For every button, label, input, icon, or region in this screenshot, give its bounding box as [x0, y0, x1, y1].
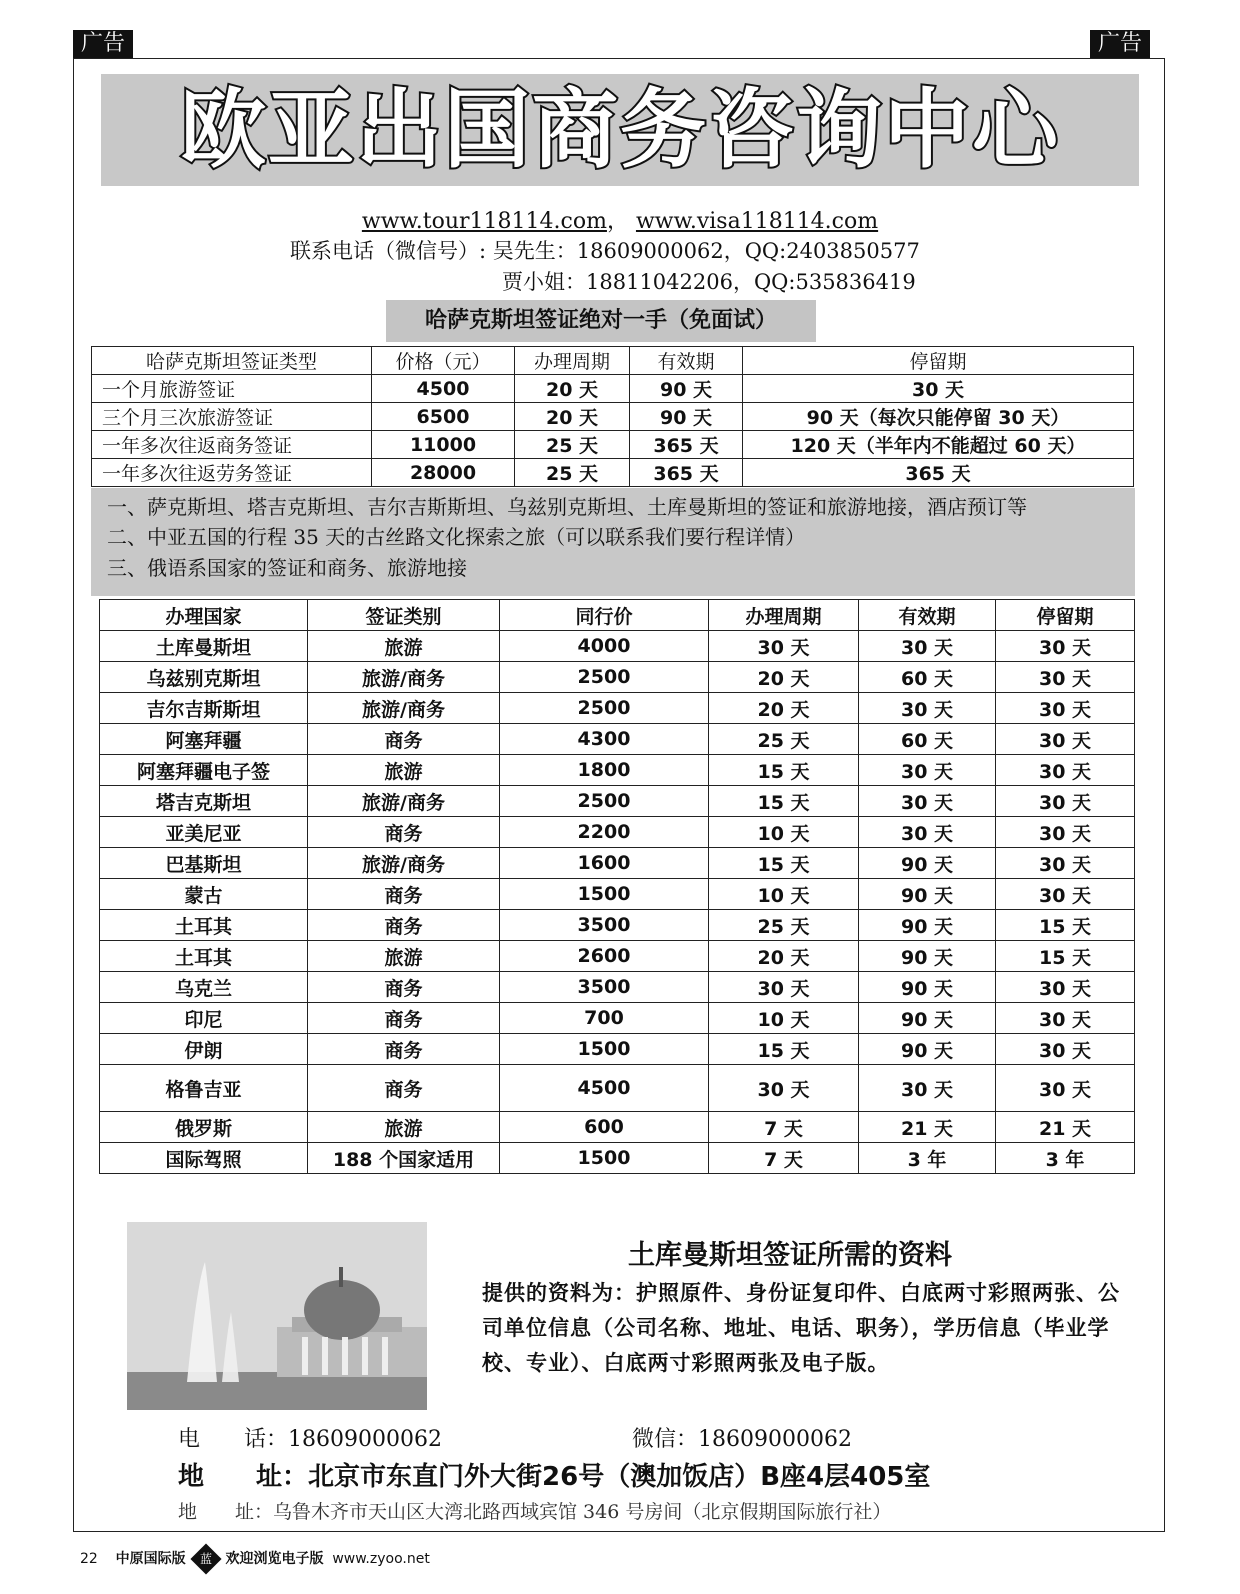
table-row: [100, 631, 1135, 662]
tel-value: 18609000062: [288, 1427, 442, 1452]
kz-cell: 120 天（半年内不能超过 60 天）: [743, 431, 1134, 459]
main-cell: 4000: [500, 631, 709, 662]
table-row: [92, 375, 1134, 403]
main-cell: 土耳其: [100, 941, 308, 972]
kz-cell: 365 天: [630, 459, 743, 487]
main-cell: 30 天: [709, 631, 859, 662]
kz-cell: 20 天: [515, 403, 630, 431]
page-number: 22: [80, 1551, 98, 1567]
main-cell: 格鲁吉亚: [100, 1065, 308, 1112]
kz-cell: 365 天: [743, 459, 1134, 487]
table-row: [100, 941, 1135, 972]
main-cell: 90 天: [859, 1034, 996, 1065]
main-cell: 3500: [500, 910, 709, 941]
main-cell: 30 天: [709, 972, 859, 1003]
main-cell: 30 天: [859, 786, 996, 817]
main-cell: 90 天: [859, 1003, 996, 1034]
main-cell: 30 天: [996, 1034, 1135, 1065]
main-cell: 2600: [500, 941, 709, 972]
main-cell: 25 天: [709, 724, 859, 755]
kz-cell: 一个月旅游签证: [92, 375, 372, 403]
address-line: [178, 1456, 930, 1493]
main-cell: 4300: [500, 724, 709, 755]
main-cell: 30 天: [996, 972, 1135, 1003]
main-cell: 30 天: [859, 817, 996, 848]
footer-site-link[interactable]: www.zyoo.net: [332, 1551, 430, 1567]
logo-diamond-icon: [190, 1543, 221, 1574]
main-cell: 30 天: [859, 755, 996, 786]
main-cell: 30 天: [859, 1065, 996, 1112]
url-tour[interactable]: www.tour118114.com: [361, 209, 607, 234]
main-cell: 巴基斯坦: [100, 848, 308, 879]
requirements-body: 提供的资料为：护照原件、身份证复印件、白底两寸彩照两张、公司单位信息（公司名称、地址、电话、职务），学历信息（毕业学校、专业）、白底两寸彩照两张及电子版。: [482, 1281, 1120, 1375]
main-cell: 30 天: [996, 662, 1135, 693]
main-cell: 30 天: [996, 786, 1135, 817]
note-item: 一、萨克斯坦、塔吉克斯坦、吉尔吉斯斯坦、乌兹别克斯坦、土库曼斯坦的签证和旅游地接，酒店预订等: [107, 495, 1027, 519]
url-visa[interactable]: www.visa118114.com: [635, 209, 879, 234]
main-cell: 印尼: [100, 1003, 308, 1034]
main-cell: 旅游: [308, 941, 500, 972]
title-banner: [101, 74, 1139, 186]
contact-line-1: 联系电话（微信号）: 吴先生：18609000062，QQ:2403850577: [290, 239, 920, 263]
main-cell: 30 天: [859, 631, 996, 662]
kz-header: 哈萨克斯坦签证类型: [92, 347, 372, 375]
kz-cell: 90 天（每次只能停留 30 天）: [743, 403, 1134, 431]
contact-line-2: 贾小姐：18811042206，QQ:535836419: [502, 270, 916, 294]
url-sep: ，: [606, 209, 629, 234]
main-cell: 旅游/商务: [308, 848, 500, 879]
main-cell: 30 天: [859, 693, 996, 724]
main-cell: 7 天: [709, 1112, 859, 1143]
note-item: 二、中亚五国的行程 35 天的古丝路文化探索之旅（可以联系我们要行程详情）: [107, 525, 806, 549]
main-cell: 旅游/商务: [308, 693, 500, 724]
note-item: 三、俄语系国家的签证和商务、旅游地接: [107, 556, 467, 580]
website-links: [0, 204, 1240, 235]
table-row: [100, 724, 1135, 755]
main-cell: 25 天: [709, 910, 859, 941]
main-cell: 商务: [308, 1003, 500, 1034]
address-value: 北京市东直门外大街26号（澳加饭店）B座4层405室: [308, 1462, 931, 1492]
main-cell: 700: [500, 1003, 709, 1034]
page-footer: [80, 1548, 430, 1570]
main-cell: 90 天: [859, 910, 996, 941]
palace-fountain-image: [127, 1222, 427, 1410]
main-cell: 15 天: [709, 1034, 859, 1065]
main-cell: 3500: [500, 972, 709, 1003]
kazakhstan-table: [91, 346, 1134, 487]
main-cell: 1500: [500, 1034, 709, 1065]
main-header: 签证类别: [308, 600, 500, 631]
table-row: [100, 848, 1135, 879]
main-cell: 俄罗斯: [100, 1112, 308, 1143]
main-cell: 90 天: [859, 879, 996, 910]
main-cell: 2500: [500, 786, 709, 817]
main-cell: 20 天: [709, 662, 859, 693]
main-cell: 商务: [308, 817, 500, 848]
kz-header-row: [92, 347, 1134, 375]
table-row: [92, 431, 1134, 459]
main-cell: 商务: [308, 972, 500, 1003]
main-cell: 1800: [500, 755, 709, 786]
wechat-value: 18609000062: [698, 1427, 852, 1452]
table-row: [100, 786, 1135, 817]
main-cell: 7 天: [709, 1143, 859, 1174]
main-cell: 乌克兰: [100, 972, 308, 1003]
main-cell: 21 天: [996, 1112, 1135, 1143]
main-cell: 90 天: [859, 972, 996, 1003]
table-row: [100, 972, 1135, 1003]
footer-slogan: 欢迎浏览电子版: [225, 1551, 324, 1567]
main-cell: 1500: [500, 879, 709, 910]
kz-cell: 三个月三次旅游签证: [92, 403, 372, 431]
main-cell: 吉尔吉斯斯坦: [100, 693, 308, 724]
main-cell: 30 天: [996, 724, 1135, 755]
main-cell: 亚美尼亚: [100, 817, 308, 848]
table-row: [100, 662, 1135, 693]
main-header: 停留期: [996, 600, 1135, 631]
main-cell: 阿塞拜疆: [100, 724, 308, 755]
main-cell: 60 天: [859, 724, 996, 755]
main-cell: 20 天: [709, 693, 859, 724]
wechat-line: [632, 1422, 852, 1453]
wechat-label: 微信：: [632, 1427, 699, 1452]
logo-char: 蓝: [199, 1551, 212, 1566]
main-cell: 30 天: [996, 693, 1135, 724]
main-cell: 188 个国家适用: [308, 1143, 500, 1174]
table-row: [100, 1034, 1135, 1065]
table-row: [100, 817, 1135, 848]
ad-tag-right: 广告: [1090, 30, 1150, 58]
kz-cell: 25 天: [515, 459, 630, 487]
main-cell: 15 天: [709, 786, 859, 817]
address-label: 地 址：: [178, 1462, 309, 1492]
main-cell: 30 天: [709, 1065, 859, 1112]
building-photo: [127, 1222, 427, 1410]
main-cell: 3 年: [996, 1143, 1135, 1174]
main-cell: 旅游: [308, 631, 500, 662]
kazakhstan-heading: 哈萨克斯坦签证绝对一手（免面试）: [386, 300, 816, 342]
kz-header: 价格（元）: [372, 347, 515, 375]
main-cell: 土库曼斯坦: [100, 631, 308, 662]
main-cell: 21 天: [859, 1112, 996, 1143]
main-cell: 30 天: [996, 755, 1135, 786]
main-cell: 塔吉克斯坦: [100, 786, 308, 817]
kz-cell: 20 天: [515, 375, 630, 403]
main-cell: 4500: [500, 1065, 709, 1112]
banner-title: 欧亚出国商务咨询中心: [180, 80, 1060, 180]
main-cell: 乌兹别克斯坦: [100, 662, 308, 693]
tel-line: [178, 1422, 442, 1453]
requirements-title: 土库曼斯坦签证所需的资料: [628, 1240, 952, 1271]
main-cell: 30 天: [996, 1003, 1135, 1034]
main-header: 办理国家: [100, 600, 308, 631]
kz-header: 有效期: [630, 347, 743, 375]
main-header-row: [100, 600, 1135, 631]
main-cell: 15 天: [709, 848, 859, 879]
address2-label: 地 址：: [178, 1501, 274, 1523]
main-cell: 30 天: [996, 1065, 1135, 1112]
table-row: [100, 1065, 1135, 1112]
main-cell: 10 天: [709, 1003, 859, 1034]
kz-cell: 一年多次往返劳务签证: [92, 459, 372, 487]
main-cell: 2500: [500, 662, 709, 693]
main-cell: 30 天: [996, 817, 1135, 848]
main-cell: 商务: [308, 1034, 500, 1065]
main-cell: 阿塞拜疆电子签: [100, 755, 308, 786]
table-row: [92, 459, 1134, 487]
main-cell: 2500: [500, 693, 709, 724]
table-row: [100, 1003, 1135, 1034]
main-cell: 90 天: [859, 848, 996, 879]
main-cell: 商务: [308, 724, 500, 755]
main-cell: 15 天: [996, 910, 1135, 941]
main-cell: 10 天: [709, 879, 859, 910]
kz-cell: 30 天: [743, 375, 1134, 403]
kz-cell: 90 天: [630, 403, 743, 431]
table-row: [100, 693, 1135, 724]
main-cell: 2200: [500, 817, 709, 848]
table-row: [100, 879, 1135, 910]
kz-cell: 4500: [372, 375, 515, 403]
main-cell: 30 天: [996, 879, 1135, 910]
table-row: [100, 1112, 1135, 1143]
kz-cell: 28000: [372, 459, 515, 487]
main-cell: 伊朗: [100, 1034, 308, 1065]
service-notes: [91, 488, 1135, 596]
tel-label: 电 话：: [178, 1427, 289, 1452]
main-cell: 30 天: [996, 631, 1135, 662]
main-cell: 商务: [308, 910, 500, 941]
main-cell: 旅游/商务: [308, 786, 500, 817]
main-cell: 旅游: [308, 755, 500, 786]
main-cell: 土耳其: [100, 910, 308, 941]
main-cell: 60 天: [859, 662, 996, 693]
main-cell: 旅游/商务: [308, 662, 500, 693]
main-cell: 15 天: [996, 941, 1135, 972]
main-cell: 商务: [308, 879, 500, 910]
main-cell: 20 天: [709, 941, 859, 972]
main-cell: 3 年: [859, 1143, 996, 1174]
publication-name: 中原国际版: [115, 1551, 186, 1567]
main-header: 办理周期: [709, 600, 859, 631]
kz-header: 停留期: [743, 347, 1134, 375]
table-row: [92, 403, 1134, 431]
main-cell: 1500: [500, 1143, 709, 1174]
main-cell: 蒙古: [100, 879, 308, 910]
main-cell: 15 天: [709, 755, 859, 786]
main-cell: 30 天: [996, 848, 1135, 879]
kz-cell: 90 天: [630, 375, 743, 403]
table-row: [100, 755, 1135, 786]
main-cell: 旅游: [308, 1112, 500, 1143]
address2-value: 乌鲁木齐市天山区大湾北路西域宾馆 346 号房间（北京假期国际旅行社）: [273, 1501, 892, 1523]
main-header: 有效期: [859, 600, 996, 631]
main-cell: 10 天: [709, 817, 859, 848]
main-cell: 600: [500, 1112, 709, 1143]
kz-header: 办理周期: [515, 347, 630, 375]
kz-cell: 11000: [372, 431, 515, 459]
main-cell: 商务: [308, 1065, 500, 1112]
kz-cell: 6500: [372, 403, 515, 431]
main-cell: 1600: [500, 848, 709, 879]
kz-cell: 一年多次往返商务签证: [92, 431, 372, 459]
kz-cell: 25 天: [515, 431, 630, 459]
ad-tag-left: 广告: [73, 30, 133, 58]
address2-line: [178, 1497, 891, 1524]
kz-cell: 365 天: [630, 431, 743, 459]
table-row: [100, 1143, 1135, 1174]
main-header: 同行价: [500, 600, 709, 631]
table-row: [100, 910, 1135, 941]
main-cell: 90 天: [859, 941, 996, 972]
visa-price-table: [99, 599, 1135, 1174]
main-cell: 国际驾照: [100, 1143, 308, 1174]
